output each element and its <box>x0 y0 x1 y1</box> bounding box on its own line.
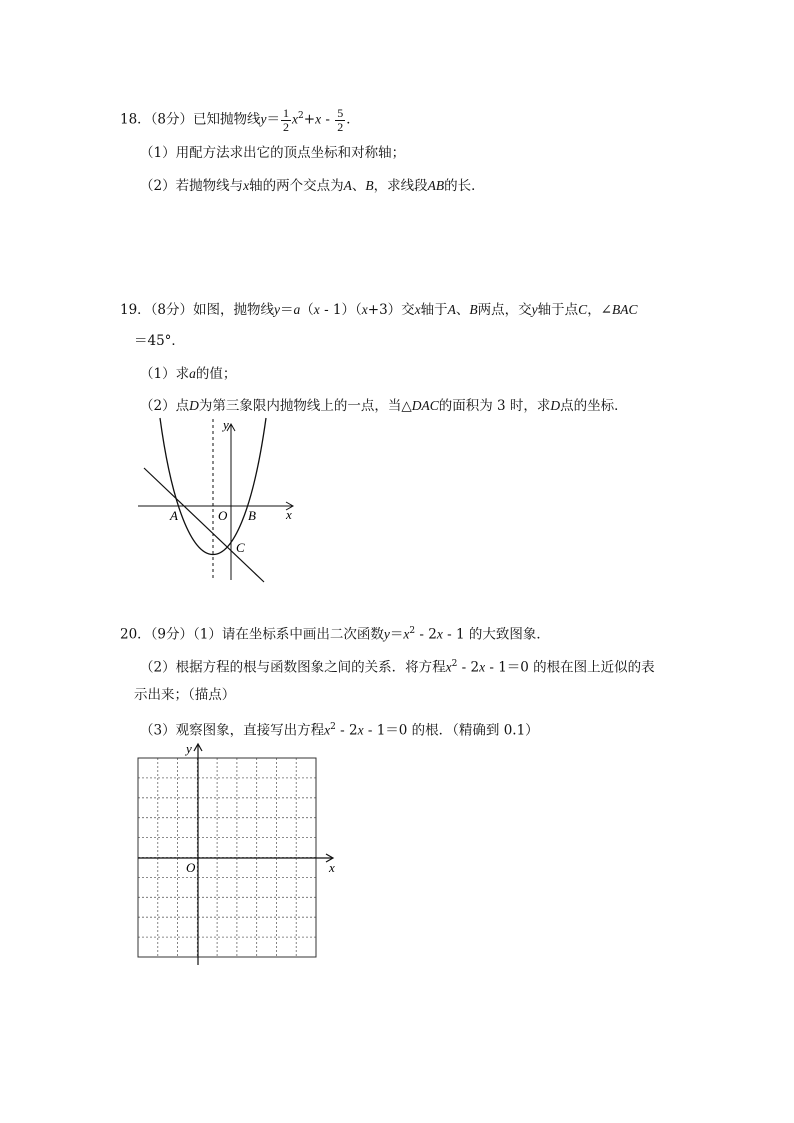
q20-part2-line2: 示出来；（描点） <box>134 687 236 703</box>
label-c: C <box>236 540 245 555</box>
fraction-one-half: $\frac{1}{2}$ <box>283 105 290 134</box>
label-y: y <box>223 417 229 432</box>
q19-stem-line1: 19．（8分）如图，抛物线y＝a（x - 1）（x+3）交x轴于A、B两点，交y轴于点C，∠BAC <box>120 302 638 318</box>
q20-stem: 20．（9分）（1）请在坐标系中画出二次函数$y=x^2 - 2x - 1$ 的大致图象． <box>120 626 550 643</box>
q19-part2: （2）点D为第三象限内抛物线上的一点，当△DAC的面积为 3 时，求D点的坐标． <box>140 398 628 414</box>
q18-stem: 18．（8分）已知抛物线y＝ $\frac{1}{2}$ $x^2+x$ - $\frac{5}{2}$ ． <box>120 105 360 134</box>
q19-stem-line2: ＝45°． <box>134 333 185 349</box>
q19-parabola-figure <box>130 415 305 585</box>
label-x: x <box>286 507 292 522</box>
label-o: O <box>218 508 228 523</box>
q20-part2-line1: （2）根据方程的根与函数图象之间的关系．将方程$x^2 - 2x - 1=0$ 的根在图上近似的表 <box>140 659 655 676</box>
label-a: A <box>170 508 178 523</box>
label-b: B <box>248 508 256 523</box>
fraction-five-halves: $\frac{5}{2}$ <box>337 105 344 134</box>
label-y: y <box>186 741 192 756</box>
q18-part1: （1）用配方法求出它的顶点坐标和对称轴； <box>140 145 406 161</box>
q19-part1: （1）求a的值； <box>140 366 237 382</box>
q20-coordinate-grid <box>130 738 345 970</box>
label-x: x <box>329 860 335 875</box>
line-ac <box>144 468 264 582</box>
q18-part2: （2）若抛物线与x轴的两个交点为A、B，求线段AB的长． <box>140 178 485 194</box>
label-o: O <box>186 860 196 875</box>
q20-part3: （3）观察图象，直接写出方程$x^2 - 2x - 1=0$ 的根．（精确到 0.1） <box>140 722 539 739</box>
